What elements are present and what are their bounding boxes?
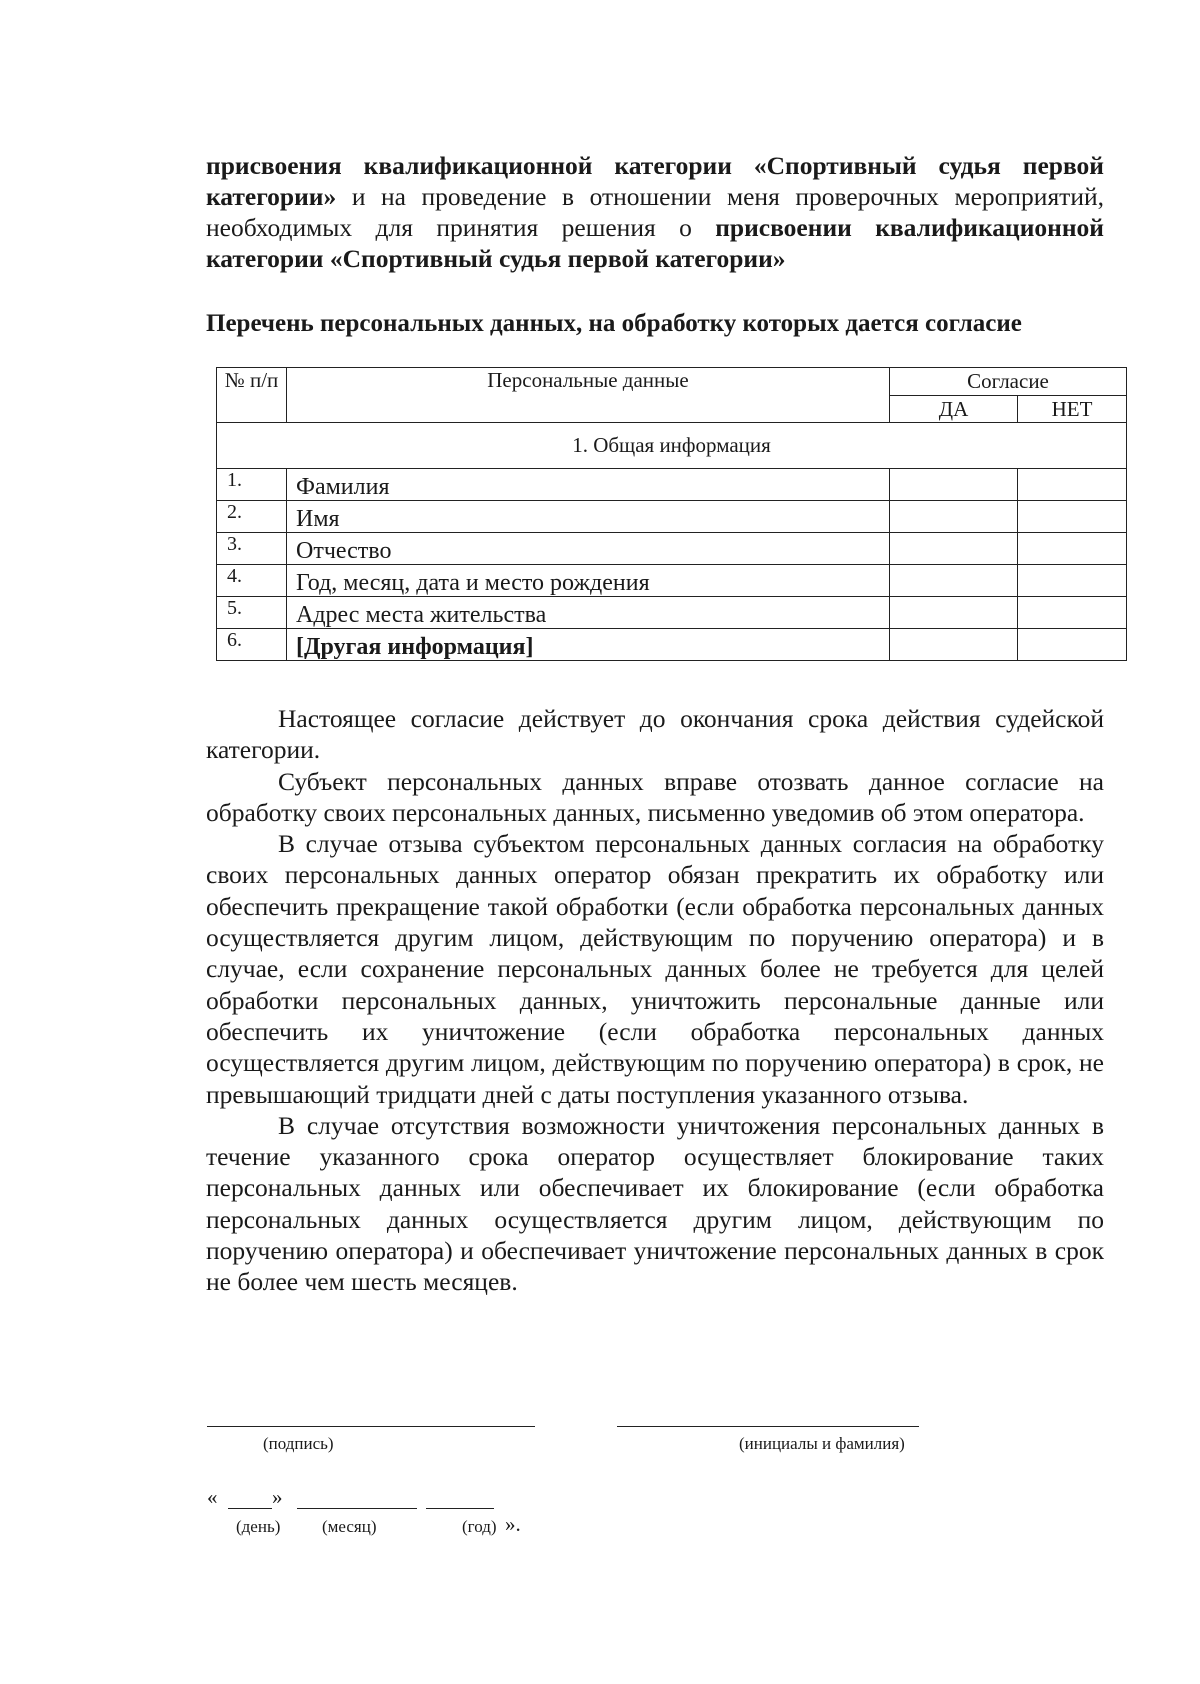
table-row: [217, 501, 1127, 533]
body-text: [206, 703, 1104, 1298]
date-open-quote: «: [207, 1485, 218, 1509]
row-number: 2.: [217, 501, 287, 533]
section-row: [217, 423, 1127, 469]
list-heading: Перечень персональных данных, на обработку которых дается согласие: [206, 310, 1022, 337]
table-row: [217, 629, 1127, 661]
row-no-cell[interactable]: [1018, 501, 1127, 533]
intro-paragraph: [206, 150, 1104, 274]
section-title: 1. Общая информация: [217, 423, 1127, 469]
table-row: [217, 469, 1127, 501]
month-line[interactable]: [297, 1508, 417, 1509]
table-row: [217, 565, 1127, 597]
intro-normal-1: и на проведение в отношении меня проверочных мероприятий, необходимых для принятия решения о: [206, 182, 1104, 242]
header-data: Персональные данные: [287, 368, 890, 423]
header-agree: Согласие: [890, 368, 1127, 396]
date-close-quote: »: [272, 1485, 283, 1509]
row-number: 6.: [217, 629, 287, 661]
row-no-cell[interactable]: [1018, 597, 1127, 629]
day-line[interactable]: [228, 1508, 272, 1509]
header-no: НЕТ: [1018, 396, 1127, 423]
row-label: [Другая информация]: [287, 629, 890, 661]
year-line[interactable]: [426, 1508, 494, 1509]
row-yes-cell[interactable]: [890, 565, 1018, 597]
row-no-cell[interactable]: [1018, 533, 1127, 565]
year-caption: (год): [462, 1517, 497, 1536]
row-number: 3.: [217, 533, 287, 565]
row-label: Фамилия: [287, 469, 890, 501]
day-caption: (день): [236, 1517, 281, 1536]
paragraph-blocking: В случае отсутствия возможности уничтожения персональных данных в течение указанного срока оператор осуществляет блокирование таких персональных данных или обеспечивает их блокирование (если обработка персональных данных осуществляется другим лицом, действующим по поручению оператора) и обеспечивает уничтожение персональных данных в срок не более чем шесть месяцев.: [206, 1110, 1104, 1297]
signature-line[interactable]: [207, 1426, 535, 1427]
name-line[interactable]: [617, 1426, 919, 1427]
row-label: Адрес места жительства: [287, 597, 890, 629]
year-suffix: ».: [505, 1512, 521, 1536]
row-no-cell[interactable]: [1018, 469, 1127, 501]
row-number: 5.: [217, 597, 287, 629]
row-label: Отчество: [287, 533, 890, 565]
paragraph-validity: Настоящее согласие действует до окончания срока действия судейской категории.: [206, 704, 1104, 765]
row-label: Год, месяц, дата и место рождения: [287, 565, 890, 597]
intro-bold-1: присвоения квалификационной категории «Спортивный судья первой категории»: [206, 151, 1104, 211]
header-yes: ДА: [890, 396, 1018, 423]
paragraph-withdrawal-consequences: В случае отзыва субъектом персональных данных согласия на обработку своих персональных данных оператор обязан прекратить их обработку или обеспечить прекращение такой обработки (если обработка персональных данных осуществляется другим лицом, действующим по поручению оператора) и в случае, если сохранение персональных данных более не требуется для целей обработки персональных данных, уничтожить персональные данные или обеспечить их уничтожение (если обработка персональных данных осуществляется другим лицом, действующим по поручению оператора) в срок, не превышающий тридцати дней с даты поступления указанного отзыва.: [206, 829, 1104, 1109]
signature-caption: (подпись): [263, 1434, 334, 1453]
row-no-cell[interactable]: [1018, 565, 1127, 597]
paragraph-withdrawal: Субъект персональных данных вправе отозвать данное согласие на обработку своих персональных данных, письменно уведомив об этом оператора.: [206, 766, 1104, 827]
name-caption: (инициалы и фамилия): [739, 1434, 905, 1453]
row-number: 4.: [217, 565, 287, 597]
intro-bold-2: присвоении квалификационной категории «Спортивный судья первой категории»: [206, 213, 1104, 273]
header-num: № п/п: [217, 368, 287, 423]
table-header-row: [217, 368, 1127, 396]
table-row: [217, 597, 1127, 629]
row-yes-cell[interactable]: [890, 501, 1018, 533]
row-yes-cell[interactable]: [890, 597, 1018, 629]
month-caption: (месяц): [322, 1517, 377, 1536]
row-number: 1.: [217, 469, 287, 501]
row-yes-cell[interactable]: [890, 469, 1018, 501]
row-no-cell[interactable]: [1018, 629, 1127, 661]
row-label: Имя: [287, 501, 890, 533]
personal-data-table: [216, 367, 1127, 661]
row-yes-cell[interactable]: [890, 533, 1018, 565]
row-yes-cell[interactable]: [890, 629, 1018, 661]
table-row: [217, 533, 1127, 565]
